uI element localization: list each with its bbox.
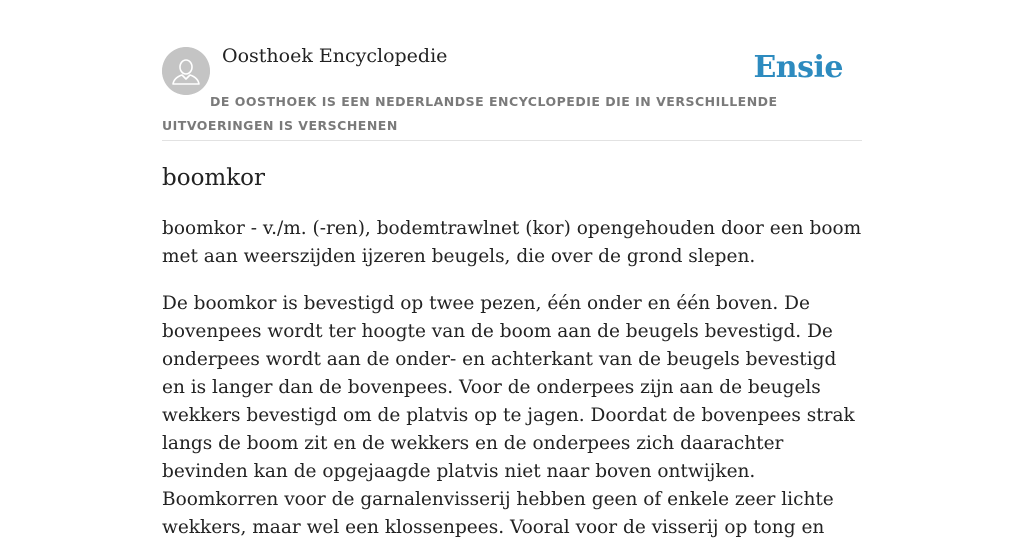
site-header [162, 0, 862, 141]
entry-paragraph: De boomkor is bevestigd op twee pezen, één onder en één boven. De bovenpees wordt ter hoogte van de boom aan de beugels bevestigd. De onderpees wordt aan de onder- en achterkant van de beugels bevestigd en is langer dan de bovenpees. Voor de onderpees zijn aan de beugels wekkers bevestigd om de platvis op te jagen. Doordat de bovenpees strak langs de boom zit en de wekkers en de onderpees zich daarachter bevinden kan de opgejaagde platvis niet naar boven ontwijken. Boomkorren voor de garnalenvisserij hebben geen of enkele zeer lichte wekkers, maar wel een klossenpees. Vooral voor de visserij op tong en [162, 293, 855, 538]
entry-paragraph: boomkor - v./m. (-ren), bodemtrawlnet (kor) opengehouden door een boom met aan weerszijden ijzeren beugels, die over de grond slepen. [162, 218, 862, 267]
page [162, 0, 862, 538]
source-name[interactable]: Oosthoek Encyclopedie [222, 45, 448, 67]
brand-logo[interactable]: Ensie [753, 50, 843, 85]
source-tagline: DE OOSTHOEK IS EEN NEDERLANDSE ENCYCLOPEDIE DIE IN VERSCHILLENDE UITVOERINGEN IS VERSCHENEN [162, 94, 778, 133]
entry-content [162, 158, 862, 542]
entry-title: boomkor [162, 165, 266, 191]
user-avatar-icon[interactable] [162, 47, 210, 95]
